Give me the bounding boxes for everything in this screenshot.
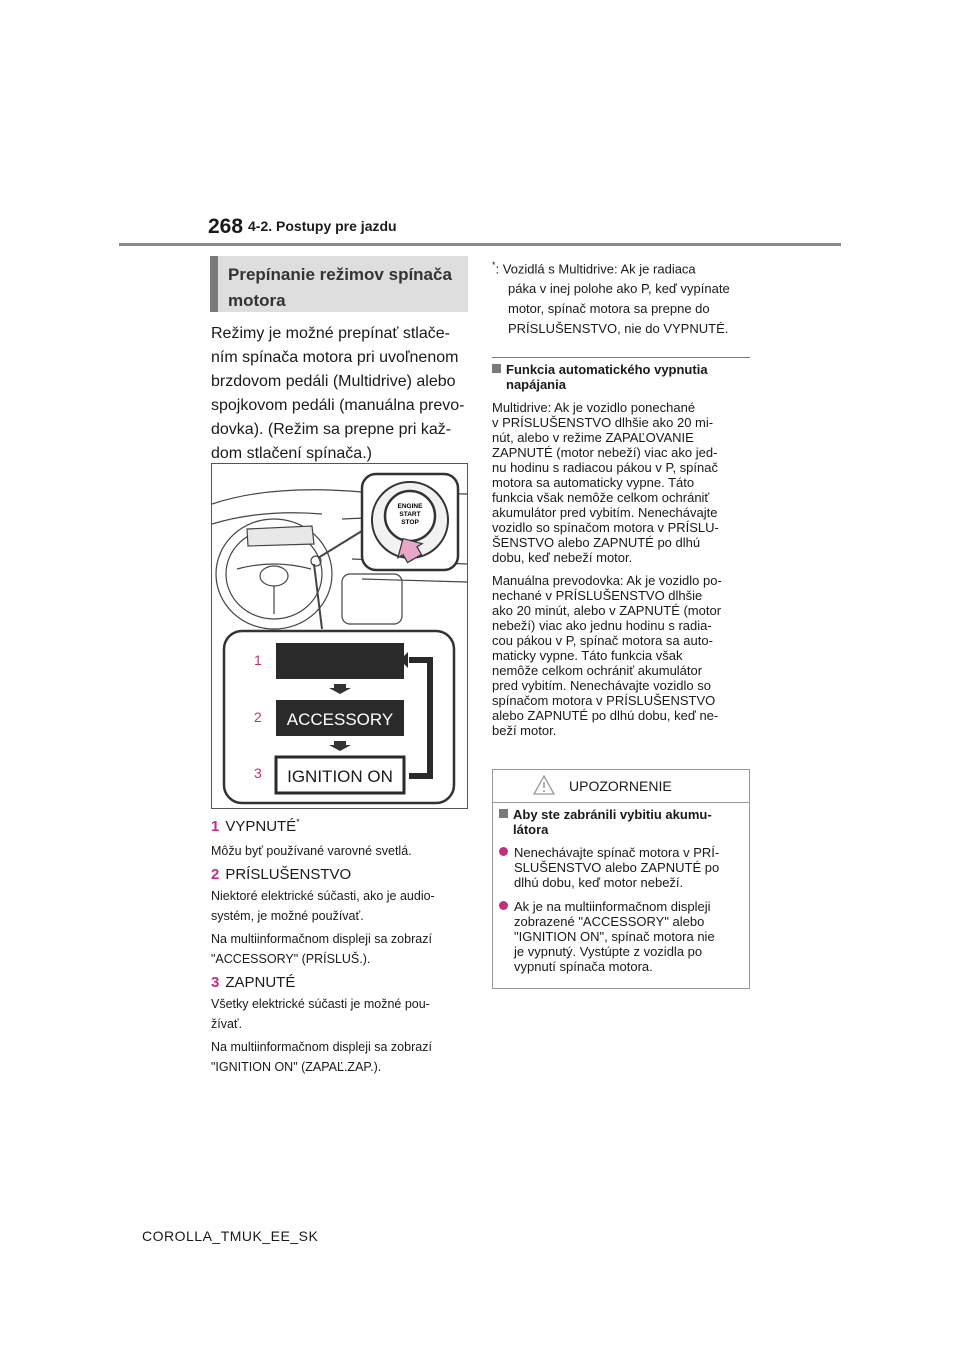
mode-item-text: Niektoré elektrické súčasti, ako je audio- [211, 889, 435, 903]
header-rule [119, 243, 841, 246]
square-bullet-icon [492, 364, 501, 373]
section-heading-box [210, 256, 468, 312]
intro-line: spojkovom pedáli (manuálna prevo- [211, 397, 465, 414]
engine-switch-illustration [211, 463, 468, 809]
mode-number-1: 1 [254, 652, 262, 668]
warning-title: UPOZORNENIE [569, 778, 672, 794]
mode-item-text: systém, je možné používať. [211, 909, 364, 923]
mode-item-number: 1 [211, 818, 220, 835]
display-off [276, 643, 404, 679]
bullet-dot-icon [499, 847, 508, 856]
subsection-title: Funkcia automatického vypnutia napájania [492, 362, 750, 392]
mode-item-text: žívať. [211, 1017, 243, 1031]
mode-item-text: Môžu byť používané varovné svetlá. [211, 844, 412, 858]
warning-subtitle: Aby ste zabránili vybitiu akumu- látora [499, 807, 741, 837]
console [342, 574, 402, 624]
footnote [492, 255, 750, 339]
intro-line: dom stlačení spínača.) [211, 445, 372, 462]
footnote-line: *: Vozidlá s Multidrive: Ak je radiaca [492, 260, 696, 277]
button-text: STOP [401, 519, 419, 526]
mode-item-heading [211, 817, 471, 835]
section-title [228, 262, 452, 314]
warning-box [492, 769, 750, 989]
dash-line [212, 513, 322, 524]
mode-item-text: Na multiinformačnom displeji sa zobrazí [211, 932, 432, 946]
chapter-title: 4-2. Postupy pre jazdu [248, 218, 397, 234]
mode-item-label: PRÍSLUŠENSTVO [225, 866, 352, 883]
warning-header [493, 770, 749, 803]
square-bullet-icon [499, 809, 508, 818]
intro-line: brzdovom pedáli (Multidrive) alebo [211, 373, 456, 390]
warning-bullet: Ak je na multiinformačnom displeji zobrazené "ACCESSORY" alebo "IGNITION ON", spínač motora nie je vypnutý. Vystúpte z vozidla po vypnutí spínača motora. [499, 899, 741, 974]
footnote-mark: * [492, 260, 496, 270]
footnote-line: PRÍSLUŠENSTVO, nie do VYPNUTÉ. [508, 321, 729, 337]
auto-off-paragraph: Multidrive: Ak je vozidlo ponechané v PRÍSLUŠENSTVO dlhšie ako 20 mi- nút, alebo v režime ZAPAĽOVANIE ZAPNUTÉ (motor nebeží) viac ako jed- nu hodinu s radiacou pákou v P, spínač motora sa automaticky vypne. Táto funkcia však nemôže celkom ochrániť akumulátor pred vybitím. Nenechávajte vozidlo so spínačom motora v PRÍSLU- ŠENSTVO alebo ZAPNUTÉ po dlhú dobu, keď nebeží motor. [492, 400, 719, 566]
accessory-label: ACCESSORY [286, 710, 394, 729]
auto-off-paragraph: Manuálna prevodovka: Ak je vozidlo po- nechané v PRÍSLUŠENSTVO dlhšie ako 20 minút, alebo v ZAPNUTÉ (motor nebeží) viac ako jednu hodinu s radia- cou pákou v P, spínač motora sa auto- maticky vypne. Táto funkcia však nemôže celkom ochrániť akumulátor pred vybitím. Nenechávajte vozidlo so spínačom motora v PRÍSLUŠENSTVO alebo ZAPNUTÉ po dlhú dobu, keď ne- beží motor. [492, 573, 722, 739]
mode-item-heading [211, 974, 471, 991]
mode-item-number: 2 [211, 866, 220, 883]
mode-number-3: 3 [254, 765, 262, 781]
intro-paragraph [211, 322, 471, 466]
intro-line: dovka). (Režim sa prepne pri kaž- [211, 421, 452, 438]
warning-triangle-icon [533, 775, 555, 795]
footnote-line: motor, spínač motora sa prepne do [508, 301, 710, 317]
section-title-line: Prepínanie režimov spínača [228, 265, 452, 284]
mode-item-text: "ACCESSORY" (PRÍSLUŠ.). [211, 952, 371, 966]
footer-code: COROLLA_TMUK_EE_SK [142, 1228, 319, 1244]
footnote-line: páka v inej polohe ako P, keď vypínate [508, 281, 730, 297]
ignition-on-label: IGNITION ON [287, 767, 393, 786]
mode-number-2: 2 [254, 709, 262, 725]
mode-item-label: ZAPNUTÉ [225, 974, 296, 991]
mode-item-text: "IGNITION ON" (ZAPAĽ.ZAP.). [211, 1060, 382, 1074]
intro-line: ním spínača motora pri uvoľnenom [211, 349, 459, 366]
mode-item-text: Všetky elektrické súčasti je možné pou- [211, 997, 430, 1011]
button-text: ENGINE [397, 503, 423, 510]
mode-item-label: VYPNUTÉ [225, 818, 297, 835]
button-text: START [399, 511, 421, 518]
mode-item-text: Na multiinformačnom displeji sa zobrazí [211, 1040, 432, 1054]
warning-bullet: Nenechávajte spínač motora v PRÍ- SLUŠENSTVO alebo ZAPNUTÉ po dlhú dobu, keď motor nebeží. [499, 845, 741, 890]
intro-line: Režimy je možné prepínať stlače- [211, 325, 450, 342]
mode-item-number: 3 [211, 974, 220, 991]
mode-list [211, 817, 471, 1076]
dash-line [362, 579, 467, 582]
page-number: 268 [208, 215, 244, 238]
footnote-mark: * [296, 817, 300, 827]
section-title-line: motora [228, 291, 286, 310]
bullet-dot-icon [499, 901, 508, 910]
dashboard-illustration [212, 464, 467, 808]
right-column [492, 255, 750, 738]
mode-item-heading [211, 866, 471, 883]
subsection-rule [492, 357, 750, 358]
